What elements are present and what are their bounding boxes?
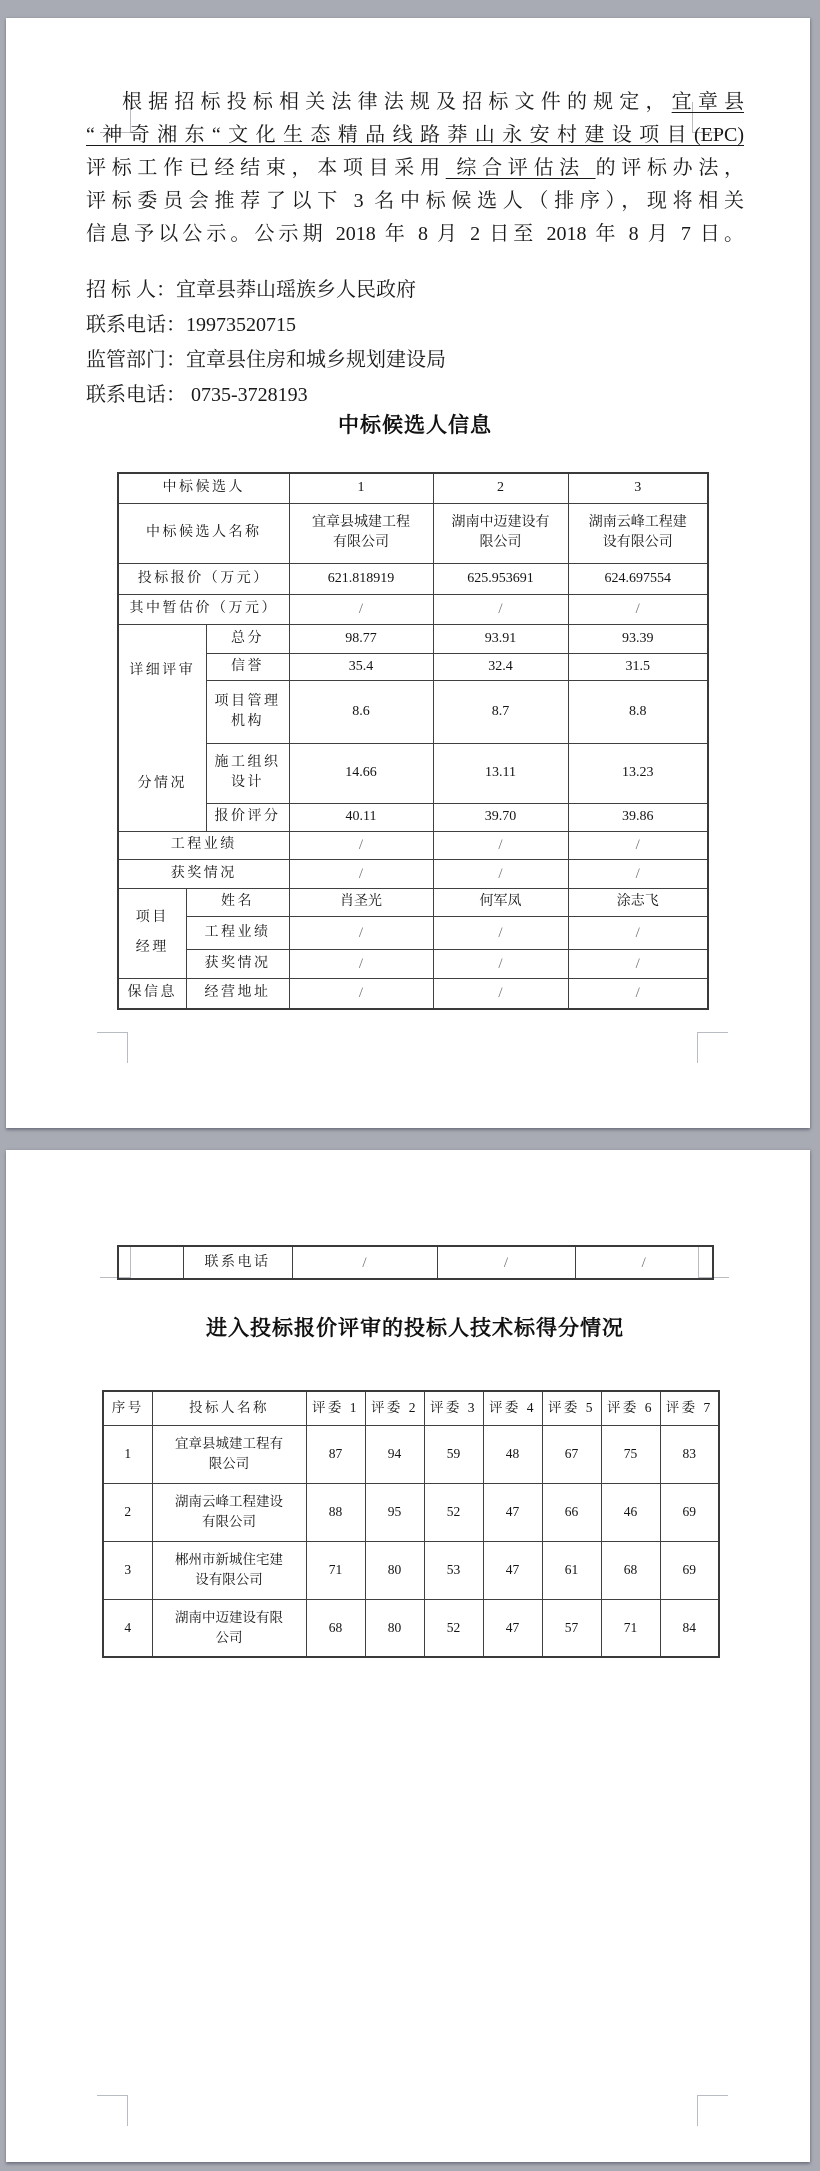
row-label: 项目管理 机构 (206, 680, 289, 743)
row-label: 经营地址 (186, 978, 289, 1009)
row-label: 报价评分 (206, 803, 289, 831)
table-cell: / (289, 916, 433, 949)
score: 87 (306, 1425, 365, 1483)
score: 80 (365, 1541, 424, 1599)
bidder-name: 湖南中迈建设有限 公司 (152, 1599, 306, 1657)
score: 95 (365, 1483, 424, 1541)
score: 69 (660, 1541, 719, 1599)
row-label: 信誉 (206, 653, 289, 680)
table-row (118, 653, 708, 680)
contact-line: 联系电话：19973520715 (86, 314, 296, 336)
row-label: 中标候选人名称 (118, 503, 289, 563)
score: 32.4 (433, 653, 568, 680)
manager-name: 肖圣光 (289, 888, 433, 916)
table-row (118, 859, 708, 888)
table-cell: / (289, 594, 433, 624)
rank: 2 (433, 473, 568, 503)
section-label: 项目 经理 (118, 888, 186, 978)
score: 71 (601, 1599, 660, 1657)
rank: 3 (568, 473, 708, 503)
table-cell: / (575, 1246, 713, 1279)
candidates-table (117, 472, 709, 1010)
table-row (118, 1246, 713, 1279)
row-label: 工程业绩 (186, 916, 289, 949)
table-cell: / (433, 916, 568, 949)
bid-price: 625.953691 (433, 563, 568, 594)
score: 59 (424, 1425, 483, 1483)
score: 88 (306, 1483, 365, 1541)
scores-table (102, 1390, 720, 1658)
section-label: 详细评审 分情况 (118, 624, 206, 831)
row-label: 姓名 (186, 888, 289, 916)
score: 47 (483, 1599, 542, 1657)
margin-mark-bottom-left (97, 1032, 128, 1063)
contact-line: 招 标 人：宜章县莽山瑶族乡人民政府 (86, 279, 416, 301)
score: 39.86 (568, 803, 708, 831)
row-label: 投标报价（万元） (118, 563, 289, 594)
col-header: 评委 3 (424, 1391, 483, 1425)
col-header: 评委 7 (660, 1391, 719, 1425)
row-label: 其中暂估价（万元） (118, 594, 289, 624)
table-cell: / (433, 831, 568, 859)
announcement-paragraph (86, 86, 744, 251)
score: 53 (424, 1541, 483, 1599)
col-header: 评委 2 (365, 1391, 424, 1425)
score: 69 (660, 1483, 719, 1541)
score: 8.8 (568, 680, 708, 743)
contact-continuation-table (117, 1245, 714, 1280)
candidates-table-title: 中标候选人信息 (338, 414, 492, 437)
score: 67 (542, 1425, 601, 1483)
paragraph-line (86, 218, 744, 251)
score: 46 (601, 1483, 660, 1541)
score: 8.6 (289, 680, 433, 743)
col-header: 评委 1 (306, 1391, 365, 1425)
candidate-name: 宜章县城建工程 有限公司 (289, 503, 433, 563)
row-label: 联系电话 (183, 1246, 292, 1279)
table-row (118, 503, 708, 563)
table-row (118, 916, 708, 949)
table-cell: / (568, 916, 708, 949)
score: 31.5 (568, 653, 708, 680)
row-label: 获奖情况 (118, 859, 289, 888)
manager-name: 何军凤 (433, 888, 568, 916)
table-row (118, 831, 708, 859)
table-cell: / (433, 859, 568, 888)
score: 71 (306, 1541, 365, 1599)
col-header: 投标人名称 (152, 1391, 306, 1425)
table-cell: / (433, 594, 568, 624)
page-1 (6, 18, 810, 1128)
score: 57 (542, 1599, 601, 1657)
text: 信息予以公示。公示期 2018 年 8 月 2 日至 2018 年 8 月 7 日。 (86, 223, 744, 245)
table-row (118, 473, 708, 503)
score: 93.39 (568, 624, 708, 653)
margin-mark-bottom-left (97, 2095, 128, 2126)
paragraph-line (86, 119, 744, 152)
table-row (118, 978, 708, 1009)
row-label: 工程业绩 (118, 831, 289, 859)
score: 94 (365, 1425, 424, 1483)
score: 52 (424, 1599, 483, 1657)
paragraph-line (86, 86, 744, 119)
empty-cell (118, 1246, 183, 1279)
scores-table-title: 进入投标报价评审的投标人技术标得分情况 (206, 1317, 624, 1340)
contact-info-block (86, 273, 744, 413)
paragraph-line (86, 185, 744, 218)
score: 68 (306, 1599, 365, 1657)
table-cell: / (568, 978, 708, 1009)
score: 47 (483, 1541, 542, 1599)
table-row (118, 624, 708, 653)
rank: 1 (289, 473, 433, 503)
underlined-text: 综合评估法 (445, 157, 596, 179)
row-label: 获奖情况 (186, 949, 289, 978)
table-row (118, 680, 708, 743)
table-cell: / (289, 831, 433, 859)
text: 的评标办法， (595, 157, 744, 179)
seq: 2 (103, 1483, 152, 1541)
score: 98.77 (289, 624, 433, 653)
score: 83 (660, 1425, 719, 1483)
table-cell: / (437, 1246, 575, 1279)
table-row (118, 743, 708, 803)
text: 评标工作已经结束，本项目采用 (86, 157, 446, 179)
table-cell: / (568, 594, 708, 624)
table-row (118, 563, 708, 594)
table-row (103, 1599, 719, 1657)
score: 39.70 (433, 803, 568, 831)
table-row (118, 949, 708, 978)
row-label: 中标候选人 (118, 473, 289, 503)
col-header: 评委 4 (483, 1391, 542, 1425)
table-cell: / (568, 859, 708, 888)
table-row (103, 1391, 719, 1425)
table-row (103, 1425, 719, 1483)
text: 根据招标投标相关法律法规及招标文件的规定， (122, 91, 672, 113)
paragraph-line (86, 152, 744, 185)
score: 13.11 (433, 743, 568, 803)
score: 35.4 (289, 653, 433, 680)
score: 8.7 (433, 680, 568, 743)
row-label: 总分 (206, 624, 289, 653)
score: 40.11 (289, 803, 433, 831)
table-cell: / (568, 831, 708, 859)
table-cell: / (568, 949, 708, 978)
seq: 4 (103, 1599, 152, 1657)
margin-mark-bottom-right (697, 1032, 728, 1063)
bidder-name: 郴州市新城住宅建 设有限公司 (152, 1541, 306, 1599)
score: 48 (483, 1425, 542, 1483)
seq: 1 (103, 1425, 152, 1483)
bidder-name: 宜章县城建工程有 限公司 (152, 1425, 306, 1483)
contact-line: 监管部门：宜章县住房和城乡规划建设局 (86, 349, 446, 371)
col-header: 评委 5 (542, 1391, 601, 1425)
seq: 3 (103, 1541, 152, 1599)
table-row (103, 1483, 719, 1541)
section-label: 保信息 (118, 978, 186, 1009)
score: 68 (601, 1541, 660, 1599)
contact-line: 联系电话： 0735-3728193 (86, 384, 308, 406)
bidder-name: 湖南云峰工程建设 有限公司 (152, 1483, 306, 1541)
table-cell: / (433, 949, 568, 978)
table-cell: / (289, 949, 433, 978)
score: 13.23 (568, 743, 708, 803)
manager-name: 涂志飞 (568, 888, 708, 916)
table-cell: / (289, 859, 433, 888)
candidate-name: 湖南中迈建设有 限公司 (433, 503, 568, 563)
score: 80 (365, 1599, 424, 1657)
bid-price: 621.818919 (289, 563, 433, 594)
page-2 (6, 1150, 810, 2162)
underlined-text: 宜章县 (671, 91, 744, 113)
col-header: 评委 6 (601, 1391, 660, 1425)
table-cell: / (289, 978, 433, 1009)
table-row (118, 803, 708, 831)
table-row (103, 1541, 719, 1599)
table-row (118, 594, 708, 624)
score: 14.66 (289, 743, 433, 803)
score: 52 (424, 1483, 483, 1541)
score: 66 (542, 1483, 601, 1541)
table-cell: / (292, 1246, 437, 1279)
table-row (118, 888, 708, 916)
score: 75 (601, 1425, 660, 1483)
candidate-name: 湖南云峰工程建 设有限公司 (568, 503, 708, 563)
margin-mark-bottom-right (697, 2095, 728, 2126)
score: 93.91 (433, 624, 568, 653)
score: 84 (660, 1599, 719, 1657)
row-label: 施工组织 设计 (206, 743, 289, 803)
score: 61 (542, 1541, 601, 1599)
table-cell: / (433, 978, 568, 1009)
score: 47 (483, 1483, 542, 1541)
underlined-text: “神奇湘东“文化生态精品线路莽山永安村建设项目(EPC) (86, 124, 744, 146)
text: 评标委员会推荐了以下 3 名中标候选人（排序），现将相关 (86, 190, 744, 212)
col-header: 序号 (103, 1391, 152, 1425)
bid-price: 624.697554 (568, 563, 708, 594)
